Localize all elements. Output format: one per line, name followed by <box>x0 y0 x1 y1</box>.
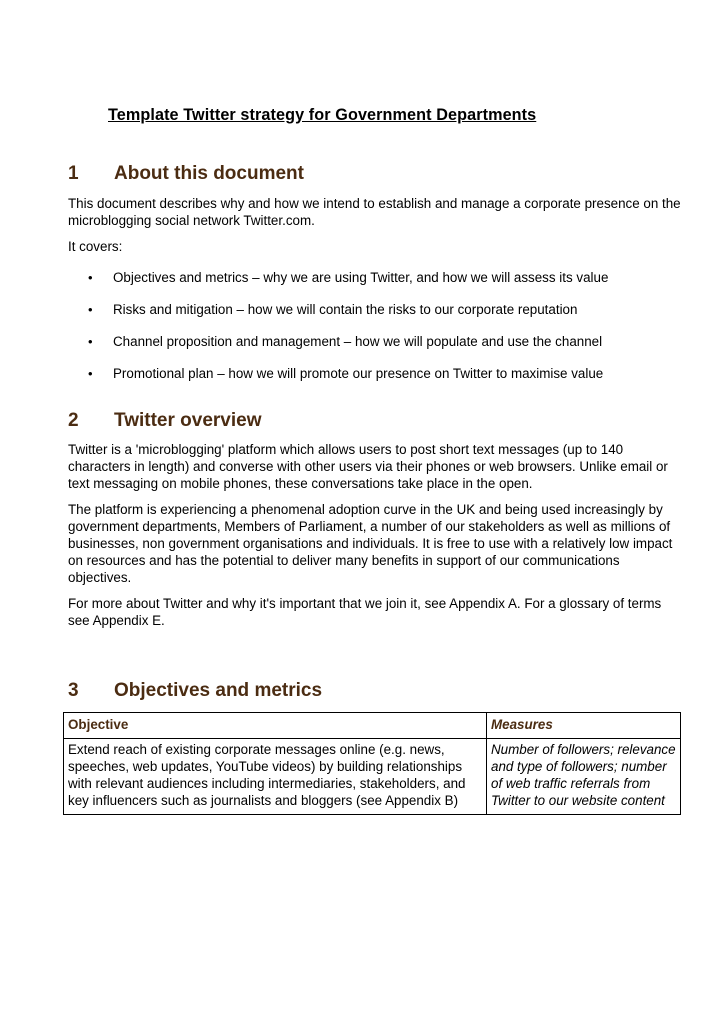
paragraph: This document describes why and how we intend to establish and manage a corporate presence on the microblogging social network Twitter.com. <box>68 196 681 228</box>
document-title: Template Twitter strategy for Government Departments <box>108 106 537 124</box>
section-number: 2 <box>68 410 79 431</box>
bullet-list <box>68 269 682 397</box>
paragraph: For more about Twitter and why it's important that we join it, see Appendix A. For a glossary of terms see Appendix E. <box>68 596 662 628</box>
list-item-text: Channel proposition and management – how we will populate and use the channel <box>113 334 603 349</box>
table-row <box>64 739 681 815</box>
paragraph: It covers: <box>68 239 123 254</box>
section-heading <box>68 163 682 185</box>
table-cell-objective: Extend reach of existing corporate messages online (e.g. news, speeches, web updates, YouTube videos) by building relationships with relevant audiences including intermediaries, stakeholders, and key influencers such as journalists and bloggers (see Appendix B) <box>64 739 487 815</box>
section-objectives-and-metrics <box>68 680 682 702</box>
table-cell-measures: Number of followers; relevance and type of followers; number of web traffic referrals from Twitter to our website content <box>487 739 681 815</box>
section-twitter-overview <box>68 410 682 629</box>
section-title: Twitter overview <box>114 410 262 431</box>
list-item-text: Objectives and metrics – why we are using Twitter, and how we will assess its value <box>113 270 609 285</box>
paragraph: Twitter is a 'microblogging' platform which allows users to post short text messages (up to 140 characters in length) and converse with other users via their phones or web browsers. Unlike email or text messaging on mobile phones, these conversations take place in the open. <box>68 442 668 491</box>
column-header-measures: Measures <box>487 713 681 739</box>
paragraph: The platform is experiencing a phenomenal adoption curve in the UK and being used increasingly by government departments, Members of Parliament, a number of our stakeholders as well as millions of businesses, non government organisations and individuals. It is free to use with a relatively low impact on resources and has the potential to deliver many benefits in support of our communications objectives. <box>68 502 673 585</box>
section-title: Objectives and metrics <box>114 680 323 701</box>
section-title: About this document <box>114 163 304 184</box>
list-item <box>68 333 682 365</box>
column-header-objective: Objective <box>64 713 487 739</box>
section-number: 1 <box>68 163 79 184</box>
list-item <box>68 365 682 397</box>
section-heading <box>68 680 682 702</box>
list-item <box>68 301 682 333</box>
objectives-table <box>63 712 681 815</box>
section-number: 3 <box>68 680 79 701</box>
section-heading <box>68 410 682 432</box>
list-item-text: Promotional plan – how we will promote our presence on Twitter to maximise value <box>113 366 604 381</box>
table-header-row <box>64 713 681 739</box>
list-item-text: Risks and mitigation – how we will contain the risks to our corporate reputation <box>113 302 578 317</box>
bullet-icon: • <box>88 334 93 349</box>
bullet-icon: • <box>88 302 93 317</box>
bullet-icon: • <box>88 270 93 285</box>
bullet-icon: • <box>88 366 93 381</box>
section-about-this-document <box>68 163 682 397</box>
list-item <box>68 269 682 301</box>
